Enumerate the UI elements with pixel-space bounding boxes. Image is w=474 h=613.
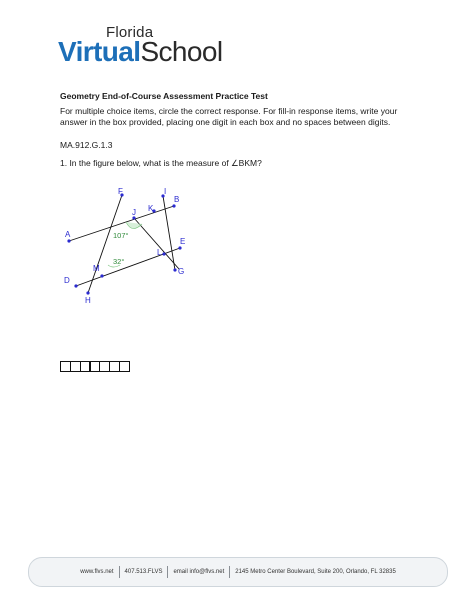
label-i: I bbox=[164, 187, 167, 196]
point-b bbox=[172, 204, 175, 207]
answer-digit-box[interactable] bbox=[119, 361, 130, 372]
point-h bbox=[86, 291, 89, 294]
footer-bar bbox=[28, 557, 448, 587]
point-a bbox=[67, 239, 70, 242]
logo-virtualschool-text bbox=[58, 36, 222, 68]
answer-box-grid[interactable] bbox=[60, 361, 129, 372]
standard-code: MA.912.G.1.3 bbox=[60, 140, 113, 150]
point-e bbox=[178, 246, 181, 249]
line-fh bbox=[88, 195, 125, 293]
label-e: E bbox=[180, 237, 186, 246]
logo-school-word: School bbox=[140, 36, 223, 67]
footer-email: email info@flvs.net bbox=[173, 569, 225, 575]
question-1-text: 1. In the figure below, what is the measure of ∠BKM? bbox=[60, 158, 262, 168]
label-l: L bbox=[157, 248, 162, 257]
angle-arc-j bbox=[126, 222, 142, 229]
label-a: A bbox=[65, 230, 71, 239]
point-m bbox=[100, 274, 103, 277]
logo-virtual-word: Virtual bbox=[58, 36, 141, 67]
label-j: J bbox=[132, 208, 136, 217]
angle-label-107: 107° bbox=[113, 231, 129, 240]
label-b: B bbox=[174, 195, 180, 204]
point-g bbox=[173, 268, 176, 271]
geometry-figure bbox=[60, 180, 210, 308]
point-d bbox=[74, 284, 77, 287]
label-f: F bbox=[118, 187, 123, 196]
label-g: G bbox=[178, 267, 185, 276]
label-k: K bbox=[148, 204, 154, 213]
point-l bbox=[162, 252, 165, 255]
line-jk-transversal bbox=[134, 218, 179, 269]
florida-virtual-school-logo bbox=[58, 24, 228, 74]
angle-label-32: 32° bbox=[113, 257, 125, 266]
instructions-text: For multiple choice items, circle the correct response. For fill-in response items, write your answer in the box provided, placing one digit in each box and no spaces between digits. bbox=[60, 106, 398, 127]
footer-address: 2145 Metro Center Boulevard, Suite 200, Orlando, FL 32835 bbox=[235, 569, 396, 575]
label-d: D bbox=[64, 276, 70, 285]
label-m: M bbox=[93, 264, 100, 273]
document-title: Geometry End-of-Course Assessment Practice Test bbox=[60, 91, 268, 101]
footer-phone: 407.513.FLVS bbox=[124, 569, 163, 575]
footer-website: www.flvs.net bbox=[80, 569, 114, 575]
label-h: H bbox=[85, 296, 91, 305]
logo-florida-text: Florida bbox=[106, 24, 154, 41]
